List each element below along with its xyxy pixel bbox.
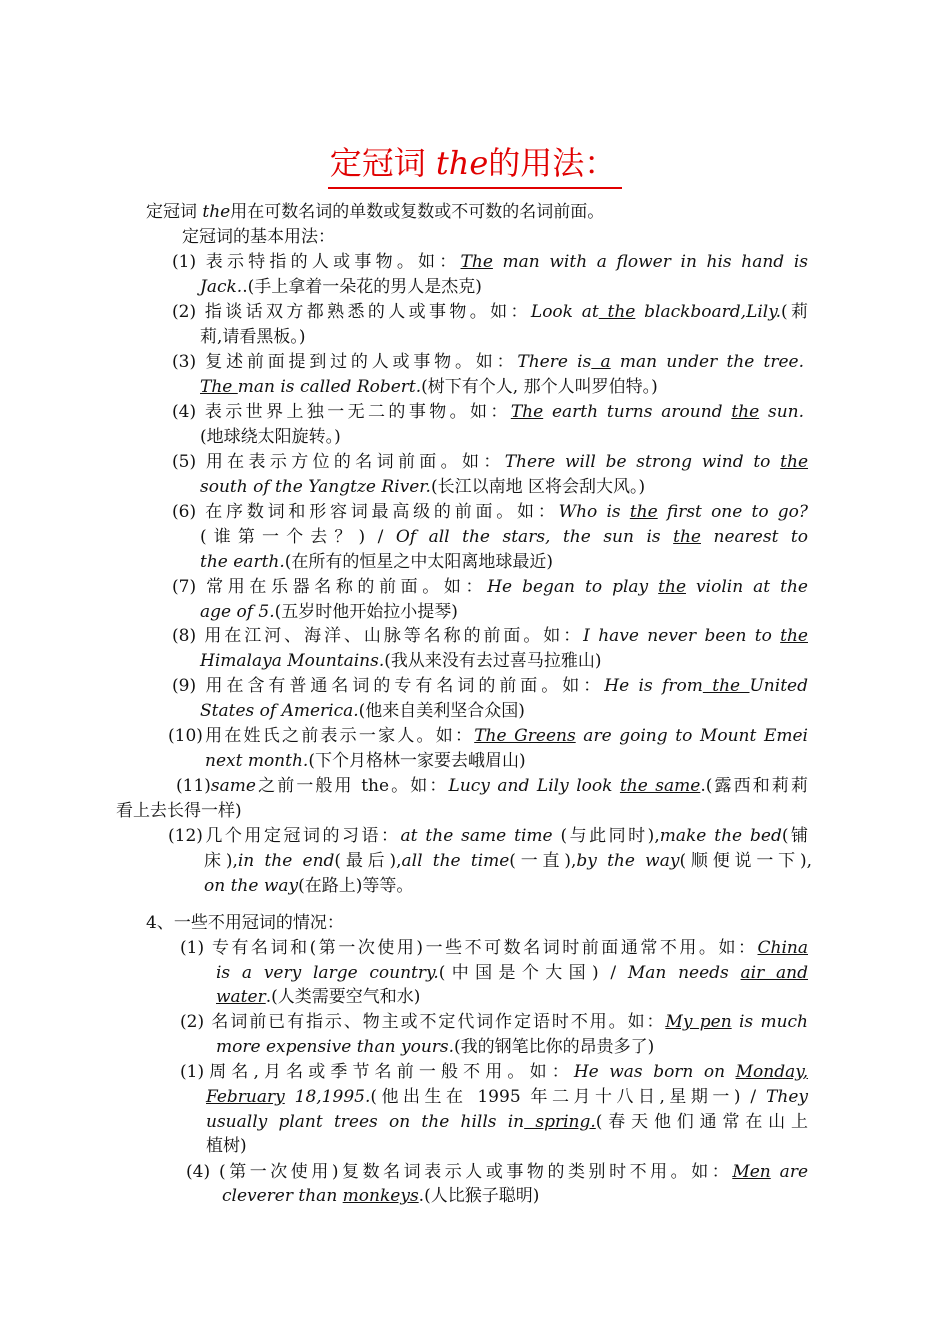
text: south of the Yangtze River. [200, 477, 431, 497]
text: (8) 用在江河、海洋、山脉等名称的前面。如： [172, 626, 584, 646]
text: 之前一般用 the。如： [255, 776, 449, 796]
basic-usage-heading: 定冠词的基本用法： [182, 227, 335, 247]
usage-6-line-2 [200, 525, 808, 549]
underlined-the: the [731, 402, 760, 422]
text: by the way [576, 851, 680, 871]
usage-7-line-1 [172, 575, 808, 599]
page-title [0, 141, 950, 189]
text: all the time [401, 851, 510, 871]
text: blackboard,Lily. [635, 302, 781, 322]
text: are [770, 1162, 808, 1182]
underlined-men: Men [732, 1162, 771, 1182]
no-article-2-line-2 [216, 1035, 654, 1059]
text: (五岁时他开始拉小提琴) [274, 602, 458, 622]
text: earth turns around [543, 402, 732, 422]
text: (顺便说一下), [679, 851, 812, 871]
text: 定冠词 [146, 202, 203, 222]
text: on the way [204, 876, 299, 896]
usage-4-line-2: (地球绕太阳旋转。) [200, 427, 341, 447]
underlined-air-and: air and [740, 963, 808, 983]
text: (最后), [334, 851, 402, 871]
text: (长江以南地 区将会刮大风。) [430, 477, 646, 497]
text: (5) 用在表示方位的名词前面。如： [172, 452, 505, 472]
usage-3-line-1 [172, 350, 804, 374]
text: (2) 名词前已有指示、物主或不定代词作定语时不用。如： [180, 1012, 666, 1032]
usage-12-line-3 [204, 874, 413, 898]
text: (下个月格林一家要去峨眉山) [308, 751, 526, 771]
text: cleverer than [222, 1186, 343, 1206]
underlined-the: the [673, 527, 701, 547]
usage-2-line-1 [172, 300, 808, 324]
text: 18,1995. [284, 1087, 371, 1107]
text: 床), [204, 851, 238, 871]
underlined-the: the [780, 452, 809, 472]
text: are going to Mount Emei [575, 726, 808, 746]
text: He is from [604, 676, 703, 696]
text: Lucy and Lily look [448, 776, 620, 796]
text: (11) [176, 776, 211, 796]
text: man under the tree. [610, 352, 804, 372]
underlined-the-greens: The Greens [474, 726, 576, 746]
usage-9-line-2 [200, 699, 525, 723]
text: next month. [205, 751, 309, 771]
text: States of America. [200, 701, 359, 721]
text: .(露西和莉莉 [700, 776, 808, 796]
text: (树下有个人, 那个人叫罗伯特。) [421, 377, 658, 397]
text: (谁第一个去？) / [200, 527, 396, 547]
text: violin at the [686, 577, 808, 597]
text: (6) 在序数词和形容词最高级的前面。如： [172, 502, 559, 522]
text: Look at [530, 302, 599, 322]
text: (春天他们通常在山上 [595, 1112, 808, 1132]
intro-line [146, 200, 604, 224]
text: Who is [558, 502, 630, 522]
text: the [202, 202, 231, 222]
usage-12-line-2 [204, 849, 812, 873]
underlined-the: the [780, 626, 808, 646]
text: (1)周名,月名或季节名前一般不用。如： [180, 1062, 574, 1082]
text: (与此同时), [552, 826, 660, 846]
text: .(手上拿着一朵花的男人是杰克) [242, 277, 482, 297]
text: United [749, 676, 808, 696]
text: age of 5. [200, 602, 275, 622]
underlined-china: China [757, 938, 808, 958]
usage-8-line-1 [172, 624, 808, 648]
text: the earth. [200, 552, 285, 572]
text: Jack. [200, 277, 243, 297]
text: is a very large country. [216, 963, 439, 983]
underlined-monday: Monday, [735, 1062, 808, 1082]
text: (莉 [780, 302, 808, 322]
underlined-the: the [702, 676, 750, 696]
no-article-3-line-3 [206, 1110, 808, 1134]
usage-2-line-2: 莉,请看黑板。) [200, 327, 306, 347]
text: nearest to [701, 527, 808, 547]
text: I have never been to [583, 626, 781, 646]
usage-7-line-2 [200, 600, 458, 624]
text: They [766, 1087, 808, 1107]
usage-6-line-3 [200, 550, 553, 574]
underlined-monkeys: monkeys [342, 1186, 419, 1206]
no-article-4-line-1 [186, 1160, 808, 1184]
usage-1-line-1 [172, 250, 808, 274]
no-article-1-line-2 [216, 961, 808, 985]
usage-5-line-2 [200, 475, 645, 499]
text: He was born on [573, 1062, 736, 1082]
section-4-heading: 4、一些不用冠词的情况： [146, 913, 344, 933]
text: He began to play [487, 577, 659, 597]
text: (7) 常用在乐器名称的前面。如： [172, 577, 488, 597]
no-article-2-line-1 [180, 1010, 808, 1034]
text: man with a flower in his hand is [492, 252, 808, 272]
text: (在所有的恒星之中太阳离地球最近) [284, 552, 554, 572]
underlined-the: The [510, 402, 544, 422]
underlined-the: the [658, 577, 687, 597]
text: Himalaya Mountains. [200, 651, 385, 671]
no-article-3-line-1 [180, 1060, 808, 1084]
text: (12)几个用定冠词的习语： [168, 826, 401, 846]
title-prefix: 定冠词 [329, 144, 436, 182]
text: 用在可数名词的单数或复数或不可数的名词前面。 [230, 202, 605, 222]
usage-8-line-2 [200, 649, 602, 673]
title-suffix: 的用法： [488, 144, 617, 182]
text: (中国是个大国) / [438, 963, 628, 983]
text: same [210, 776, 256, 796]
text: make the bed [659, 826, 782, 846]
usage-4-line-1 [172, 400, 804, 424]
text: (1) 专有名词和(第一次使用)一些不可数名词时前面通常不用。如： [180, 938, 758, 958]
underlined-spring: spring. [524, 1112, 596, 1132]
text: (铺 [781, 826, 809, 846]
text: at the same time [400, 826, 553, 846]
text: .(人类需要空气和水) [265, 987, 421, 1007]
underlined-the: The [460, 252, 493, 272]
text: (他来自美利坚合众国) [358, 701, 525, 721]
text: Of all the stars, the sun is [395, 527, 674, 547]
text: (4) (第一次使用)复数名词表示人或事物的类别时不用。如： [186, 1162, 733, 1182]
underlined-my-pen: My pen [665, 1012, 732, 1032]
text: (10)用在姓氏之前表示一家人。如： [168, 726, 475, 746]
text: Man needs [627, 963, 741, 983]
text: (他出生在 1995 年二月十八日,星期一) / [370, 1087, 767, 1107]
underlined-a: a [591, 352, 611, 372]
text: in the end [237, 851, 335, 871]
text: sun. [759, 402, 804, 422]
text: .(人比猴子聪明) [418, 1186, 540, 1206]
usage-10-line-1 [168, 724, 808, 748]
text: (一直), [509, 851, 577, 871]
text: usually plant trees on the hills in [206, 1112, 525, 1132]
usage-9-line-1 [172, 674, 808, 698]
underlined-water: water [216, 987, 266, 1007]
text: (9) 用在含有普通名词的专有名词的前面。如： [172, 676, 605, 696]
underlined-the: The [200, 377, 238, 397]
text: (在路上)等等。 [298, 876, 414, 896]
no-article-1-line-1 [180, 936, 808, 960]
text: (3) 复述前面提到过的人或事物。如： [172, 352, 518, 372]
underlined-the: the [629, 502, 658, 522]
underlined-the-same: the same [619, 776, 701, 796]
usage-11-line-2: 看上去长得一样) [116, 801, 242, 821]
usage-5-line-1 [172, 450, 808, 474]
usage-3-line-2 [200, 375, 658, 399]
text: first one to go? [657, 502, 808, 522]
underlined-february: February [206, 1087, 285, 1107]
usage-10-line-2 [205, 749, 526, 773]
text: (1) 表示特指的人或事物。如： [172, 252, 461, 272]
no-article-1-line-3 [216, 985, 420, 1009]
text: (2) 指谈话双方都熟悉的人或事物。如： [172, 302, 531, 322]
usage-6-line-1 [172, 500, 808, 524]
text: There will be strong wind to [504, 452, 781, 472]
text: (我从来没有去过喜马拉雅山) [384, 651, 602, 671]
no-article-4-line-2 [222, 1184, 539, 1208]
text: man is called Robert. [237, 377, 422, 397]
text: (我的钢笔比你的昂贵多了) [454, 1037, 655, 1057]
usage-1-line-2 [200, 275, 482, 299]
text: (4) 表示世界上独一无二的事物。如： [172, 402, 511, 422]
text: There is [517, 352, 592, 372]
no-article-3-line-4: 植树) [206, 1136, 247, 1156]
usage-11-line-1 [176, 774, 808, 798]
text: is much [731, 1012, 808, 1032]
text: more expensive than yours. [216, 1037, 455, 1057]
underlined-the: the [598, 302, 636, 322]
title-word: the [435, 144, 489, 182]
usage-12-line-1 [168, 824, 808, 848]
no-article-3-line-2 [206, 1085, 808, 1109]
